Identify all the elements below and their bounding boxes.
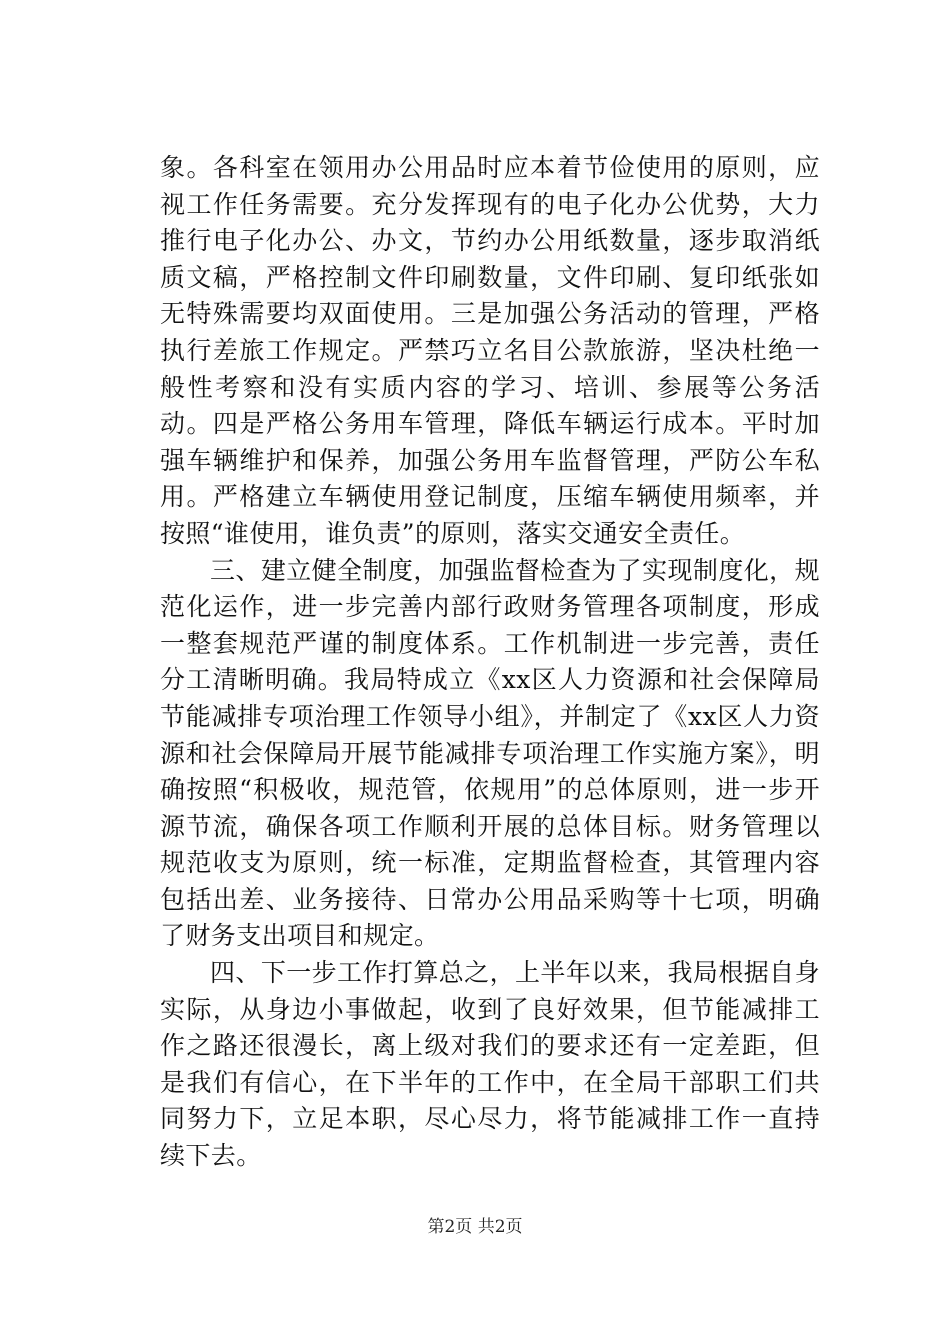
paragraph-continuation: 象。各科室在领用办公用品时应本着节俭使用的原则，应视工作任务需要。充分发挥现有的电子化办公优势，大力推行电子化办公、办文，节约办公用纸数量，逐步取消纸质文稿，严格控制文件印刷数量，文件印刷、复印纸张如无特殊需要均双面使用。三是加强公务活动的管理，严格执行差旅工作规定。严禁巧立名目公款旅游，坚决杜绝一般性考察和没有实质内容的学习、培训、参展等公务活动。四是严格公务用车管理，降低车辆运行成本。平时加强车辆维护和保养，加强公务用车监督管理，严防公车私用。严格建立车辆使用登记制度，压缩车辆使用频率，并按照“谁使用，谁负责”的原则，落实交通安全责任。 bbox=[160, 153, 820, 548]
page-number-footer: 第2页 共2页 bbox=[427, 1217, 523, 1237]
paragraph-section-four: 四、下一步工作打算总之，上半年以来，我局根据自身实际，从身边小事做起，收到了良好效果，但节能减排工作之路还很漫长，离上级对我们的要求还有一定差距，但是我们有信心，在下半年的工作中，在全局干部职工们共同努力下，立足本职，尽心尽力，将节能减排工作一直持续下去。 bbox=[160, 958, 820, 1171]
paragraph-section-three: 三、建立健全制度，加强监督检查为了实现制度化，规范化运作，进一步完善内部行政财务管理各项制度，形成一整套规范严谨的制度体系。工作机制进一步完善，责任分工清晰明确。我局特成立《xx区人力资源和社会保障局节能减排专项治理工作领导小组》，并制定了《xx区人力资源和社会保障局开展节能减排专项治理工作实施方案》，明确按照“积极收，规范管，依规用”的总体原则，进一步开源节流，确保各项工作顺利开展的总体目标。财务管理以规范收支为原则，统一标准，定期监督检查，其管理内容包括出差、业务接待、日常办公用品采购等十七项，明确了财务支出项目和规定。 bbox=[160, 555, 820, 951]
document-body bbox=[160, 150, 820, 1175]
